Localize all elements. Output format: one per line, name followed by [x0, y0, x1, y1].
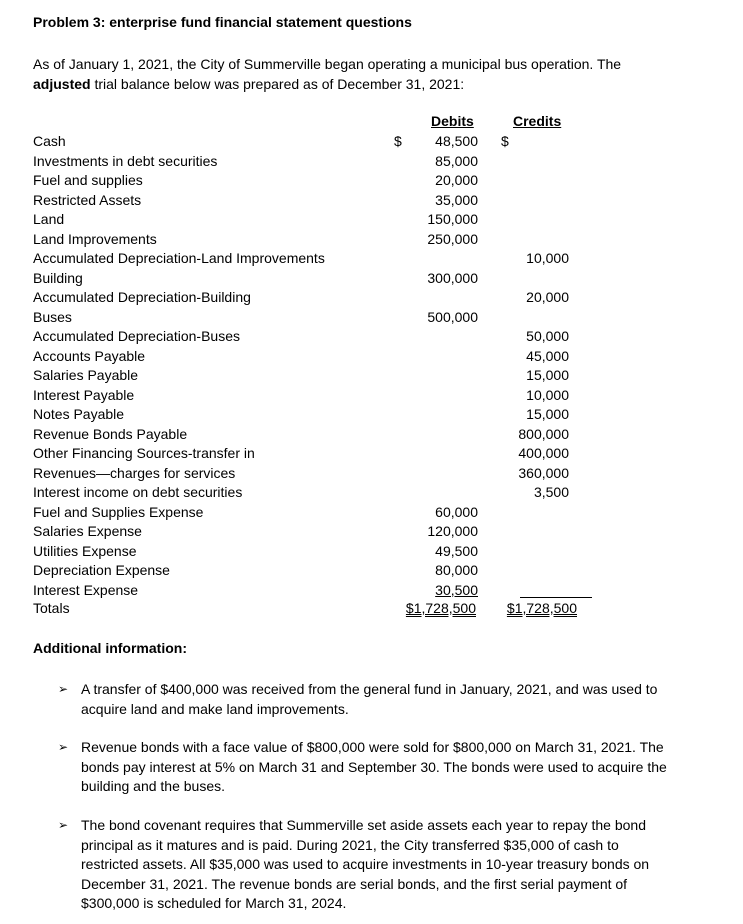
row-label: Fuel and Supplies Expense [33, 503, 204, 520]
row-debit: 20,000 [435, 172, 478, 188]
row-label: Interest Expense [33, 581, 139, 598]
debit-dollar-sign: $ [394, 133, 402, 149]
row-credit: 400,000 [518, 445, 569, 461]
credit-dollar-sign: $ [501, 133, 509, 149]
arrow-bullet-icon: ➢ [58, 818, 69, 832]
row-credit: 15,000 [526, 406, 569, 422]
row-debit: 85,000 [435, 152, 478, 169]
additional-info-item: Revenue bonds with a face value of $800,000 were sold for $800,000 on March 31, 2021. The bonds pay interest at 5% on March 31 and September 30. The bonds were used to acquire the building and the buses. [81, 739, 667, 794]
row-debit: 500,000 [427, 308, 478, 325]
row-label: Accumulated Depreciation-Land Improvements [33, 250, 325, 266]
row-credit: 20,000 [526, 289, 569, 305]
debits-header: Debits [431, 113, 474, 129]
row-label: Investments in debt securities [33, 152, 218, 169]
totals-debit: $1,728,500 [405, 600, 476, 616]
intro-line-2 [33, 74, 621, 94]
row-label: Salaries Payable [33, 367, 139, 383]
row-debit: 250,000 [427, 230, 478, 247]
row-label: Land [33, 211, 65, 227]
intro-paragraph [33, 54, 621, 94]
row-label: Building [33, 269, 83, 286]
row-label: Accounts Payable [33, 347, 146, 364]
additional-info-heading: Additional information: [33, 640, 187, 656]
row-label: Buses [33, 308, 72, 325]
row-label: Accumulated Depreciation-Building [33, 289, 251, 305]
row-label: Accumulated Depreciation-Buses [33, 328, 240, 344]
row-label: Revenues—charges for services [33, 464, 236, 481]
row-debit: 35,000 [435, 191, 478, 208]
row-label: Interest income on debt securities [33, 484, 243, 500]
row-debit: 80,000 [435, 562, 478, 578]
row-debit: 60,000 [435, 503, 478, 520]
row-debit: 150,000 [427, 211, 478, 227]
row-credit: 3,500 [533, 484, 569, 500]
row-credit: 50,000 [526, 328, 569, 344]
row-credit: 15,000 [526, 367, 569, 383]
additional-info-item: A transfer of $400,000 was received from the general fund in January, 2021, and was used to acquire land and make land improvements. [81, 681, 658, 717]
intro-line-1: As of January 1, 2021, the City of Summerville began operating a municipal bus operation. The [33, 56, 622, 72]
row-label: Cash [33, 133, 66, 149]
additional-info-item: The bond covenant requires that Summerville set aside assets each year to repay the bond principal as it matures and is paid. During 2021, the City transferred $35,000 of cash to restricted assets. All $35,000 was used to acquire investments in 10-year treasury bonds on December 31, 2021. The revenue bonds are serial bonds, and the first serial payment of $300,000 is scheduled for March 31, 2024. [81, 817, 650, 911]
row-label: Utilities Expense [33, 542, 137, 559]
row-credit: 45,000 [526, 347, 569, 364]
row-debit: 120,000 [427, 523, 478, 539]
row-credit: 10,000 [526, 250, 569, 266]
intro-adjusted-word: adjusted [33, 76, 91, 92]
row-credit: 800,000 [518, 425, 569, 442]
problem-title: Problem 3: enterprise fund financial statement questions [33, 14, 412, 30]
row-debit: 30,500 [435, 581, 478, 598]
row-label: Salaries Expense [33, 523, 142, 539]
row-debit: 300,000 [427, 269, 478, 286]
row-label: Notes Payable [33, 406, 125, 422]
intro-line-2-rest: trial balance below was prepared as of December 31, 2021: [90, 76, 465, 92]
row-label: Land Improvements [33, 230, 157, 247]
row-label: Fuel and supplies [33, 172, 143, 188]
row-label: Restricted Assets [33, 191, 142, 208]
arrow-bullet-icon: ➢ [58, 740, 69, 754]
arrow-bullet-icon: ➢ [58, 682, 69, 696]
credit-total-rule [520, 597, 592, 598]
row-credit: 10,000 [526, 386, 569, 403]
row-label: Interest Payable [33, 386, 135, 403]
row-debit: 49,500 [435, 542, 478, 559]
row-credit: 360,000 [518, 464, 569, 481]
row-label: Depreciation Expense [33, 562, 170, 578]
totals-credit: $1,728,500 [506, 600, 577, 616]
row-label: Revenue Bonds Payable [33, 425, 188, 442]
credits-header: Credits [513, 113, 562, 129]
row-label: Other Financing Sources-transfer in [33, 445, 255, 461]
row-debit: 48,500 [435, 133, 478, 149]
totals-label: Totals [33, 600, 70, 616]
